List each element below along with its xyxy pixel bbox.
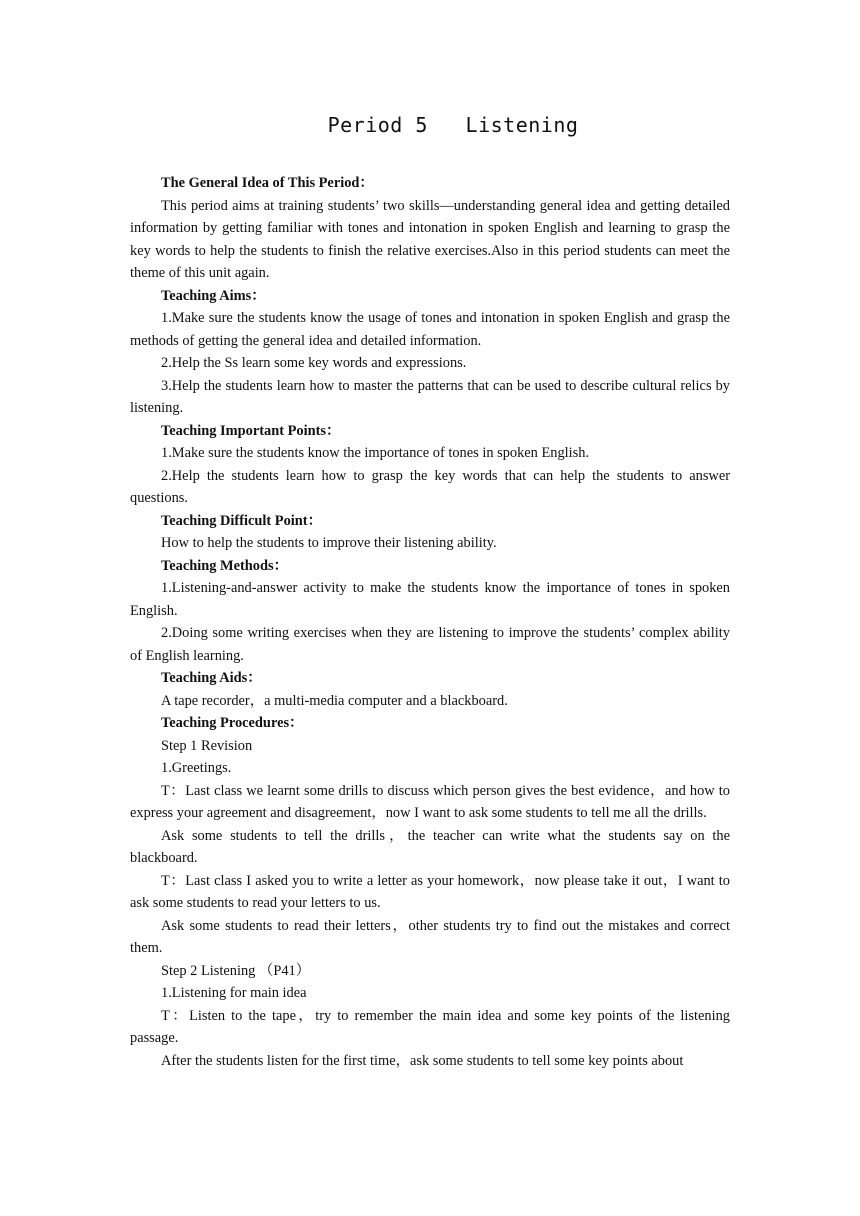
procedure-line: T：Last class I asked you to write a letter as your homework，now please take it out，I want to ask some students to read your letters to us. [130,872,730,911]
difficult-point-heading: Teaching Difficult Point： [161,512,322,529]
page-title: Period 5 Listening [327,113,579,137]
important-point-item: 2.Help the students learn how to grasp the key words that can help the students to answer questions. [130,467,730,506]
teaching-methods-heading: Teaching Methods： [161,557,288,574]
step-heading: Step 1 Revision [161,737,253,754]
teaching-aim-item: 3.Help the students learn how to master the patterns that can be used to describe cultural relics by listening. [130,377,730,416]
teaching-aim-item: 1.Make sure the students know the usage of tones and intonation in spoken English and grasp the methods of getting the general idea and detailed information. [130,310,730,349]
step-heading: Step 2 Listening （P41） [161,962,311,979]
procedure-line: T：Last class we learnt some drills to discuss which person gives the best evidence，and how to express your agreement and disagreement，now I want to ask some students to tell me all the drills. [130,782,730,821]
teaching-method-item: 2.Doing some writing exercises when they are listening to improve the students’ complex ability of English learning. [130,625,730,664]
teaching-aids-heading: Teaching Aids： [161,670,262,686]
teaching-aids-text: A tape recorder，a multi-media computer and a blackboard. [161,692,508,709]
procedure-line: 1.Greetings. [161,760,232,776]
general-idea-heading: The General Idea of This Period： [161,175,374,191]
teaching-method-item: 1.Listening-and-answer activity to make the students know the importance of tones in spoken English. [130,580,730,619]
document-body [130,172,730,1072]
important-point-item: 1.Make sure the students know the importance of tones in spoken English. [161,445,590,461]
general-idea-text: This period aims at training students’ two skills—understanding general idea and getting detailed information by getting familiar with tones and intonation in spoken English and learning to grasp the key words to help the students to finish the relative exercises.Also in this period students can meet the theme of this unit again. [130,197,730,281]
procedure-line: After the students listen for the first time，ask some students to tell some key points about [161,1052,684,1069]
procedure-line: 1.Listening for main idea [161,985,307,1001]
procedure-line: T：Listen to the tape，try to remember the main idea and some key points of the listening passage. [130,1007,731,1046]
difficult-point-text: How to help the students to improve their listening ability. [161,535,497,551]
procedure-line: Ask some students to read their letters，other students try to find out the mistakes and correct them. [130,917,730,956]
teaching-aims-heading: Teaching Aims： [161,287,266,304]
teaching-aim-item: 2.Help the Ss learn some key words and expressions. [161,355,467,371]
important-points-heading: Teaching Important Points： [161,422,341,439]
procedure-line: Ask some students to tell the drills，the teacher can write what the students say on the blackboard. [130,827,730,866]
teaching-procedures-heading: Teaching Procedures： [161,715,304,731]
